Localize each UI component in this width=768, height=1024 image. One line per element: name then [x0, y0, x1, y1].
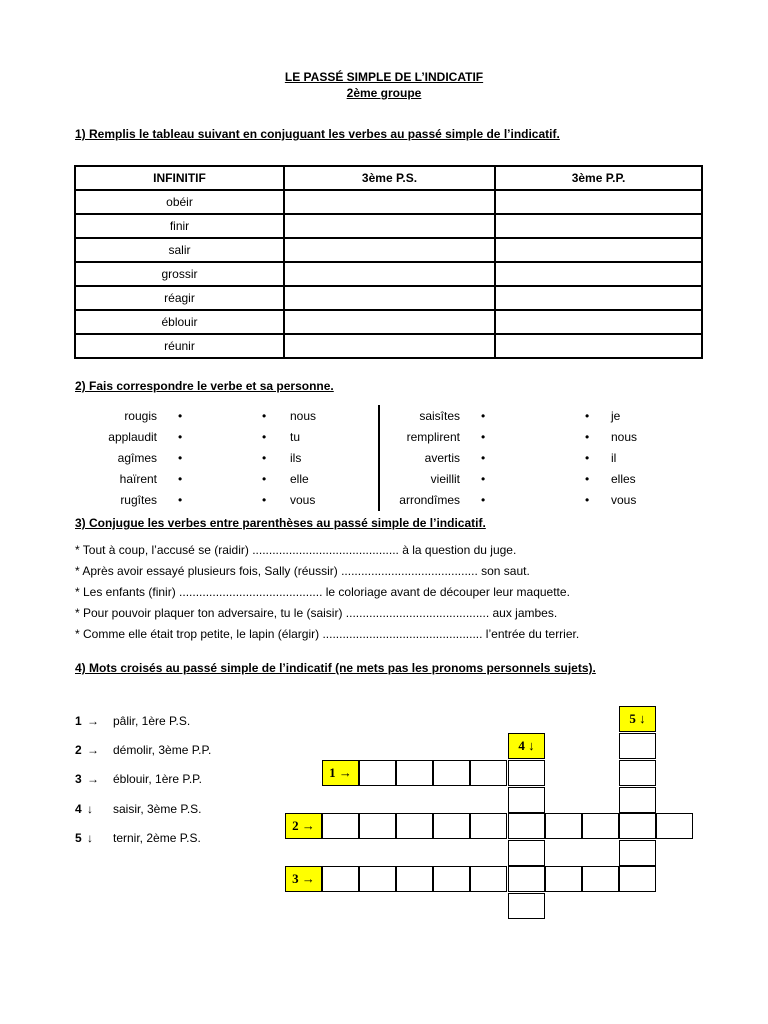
crossword-cell[interactable] — [619, 760, 656, 786]
match-person: ils — [290, 451, 302, 465]
match-verb: remplirent — [406, 430, 460, 444]
right-arrow-icon: → — [87, 743, 99, 757]
clue-item — [75, 743, 211, 757]
crossword-cell[interactable] — [359, 813, 396, 839]
section2-heading: 2) Fais correspondre le verbe et sa personne. — [75, 379, 334, 393]
clue-text: saisir, 3ème P.S. — [113, 802, 202, 816]
match-dot[interactable]: • — [585, 472, 590, 486]
answer-cell[interactable] — [284, 238, 495, 262]
answer-cell[interactable] — [495, 286, 702, 310]
crossword-cell[interactable] — [619, 733, 656, 759]
match-verb: avertis — [424, 451, 460, 465]
clue-item — [75, 831, 201, 845]
crossword-cell[interactable] — [359, 760, 396, 786]
match-dot[interactable]: • — [481, 409, 486, 423]
match-dot[interactable]: • — [262, 472, 267, 486]
clue-text: éblouir, 1ère P.P. — [113, 772, 202, 786]
crossword-cell[interactable] — [619, 787, 656, 813]
crossword-cell[interactable] — [396, 760, 433, 786]
crossword-cell[interactable] — [582, 866, 619, 892]
crossword-cell[interactable] — [508, 866, 545, 892]
clue-start-label: 3 → — [285, 866, 322, 892]
verb-cell: grossir — [75, 262, 284, 286]
match-verb: vieillit — [430, 472, 460, 486]
sentence: * Pour pouvoir plaquer ton adversaire, tu le (saisir) ........................................... aux jambes. — [75, 606, 558, 620]
clue-start-label: 5 ↓ — [619, 706, 656, 732]
answer-cell[interactable] — [284, 310, 495, 334]
match-dot[interactable]: • — [585, 493, 590, 507]
clue-item — [75, 772, 202, 786]
crossword-cell[interactable] — [396, 813, 433, 839]
down-arrow-icon: ↓ — [87, 802, 93, 816]
down-arrow-icon: ↓ — [87, 831, 93, 845]
match-dot[interactable]: • — [585, 430, 590, 444]
clue-text: pâlir, 1ère P.S. — [113, 714, 191, 728]
answer-cell[interactable] — [284, 334, 495, 358]
verb-cell: finir — [75, 214, 284, 238]
clue-number: 1 — [75, 714, 82, 728]
clue-number: 2 — [75, 743, 82, 757]
match-dot[interactable]: • — [262, 409, 267, 423]
answer-cell[interactable] — [495, 214, 702, 238]
crossword-cell[interactable] — [545, 813, 582, 839]
match-dot[interactable]: • — [178, 472, 183, 486]
answer-cell[interactable] — [495, 310, 702, 334]
crossword-cell[interactable] — [582, 813, 619, 839]
match-dot[interactable]: • — [262, 430, 267, 444]
crossword-cell[interactable] — [508, 893, 545, 919]
crossword-cell[interactable] — [470, 866, 507, 892]
match-dot[interactable]: • — [178, 451, 183, 465]
crossword-cell[interactable] — [619, 866, 656, 892]
match-person: nous — [290, 409, 317, 423]
section3-heading: 3) Conjugue les verbes entre parenthèses au passé simple de l’indicatif. — [75, 516, 486, 530]
answer-cell[interactable] — [284, 190, 495, 214]
crossword-cell[interactable] — [433, 813, 470, 839]
column-header: 3ème P.S. — [284, 166, 495, 190]
match-dot[interactable]: • — [481, 430, 486, 444]
section1-heading: 1) Remplis le tableau suivant en conjuguant les verbes au passé simple de l’indicatif. — [75, 127, 560, 141]
match-dot[interactable]: • — [178, 430, 183, 444]
crossword-cell[interactable] — [545, 866, 582, 892]
crossword-cell[interactable] — [433, 760, 470, 786]
match-person: elles — [611, 472, 636, 486]
match-dot[interactable]: • — [481, 493, 486, 507]
column-header: 3ème P.P. — [495, 166, 702, 190]
match-person: il — [611, 451, 617, 465]
clue-text: démolir, 3ème P.P. — [113, 743, 212, 757]
verb-cell: salir — [75, 238, 284, 262]
verb-cell: obéir — [75, 190, 284, 214]
match-dot[interactable]: • — [178, 493, 183, 507]
right-arrow-icon: → — [87, 714, 99, 728]
match-dot[interactable]: • — [585, 409, 590, 423]
table-row — [75, 334, 702, 358]
page-subtitle: 2ème groupe — [346, 86, 422, 100]
verb-cell: éblouir — [75, 310, 284, 334]
match-verb: agîmes — [117, 451, 157, 465]
answer-cell[interactable] — [495, 238, 702, 262]
page-title: LE PASSÉ SIMPLE DE L’INDICATIF — [284, 70, 484, 84]
match-dot[interactable]: • — [262, 493, 267, 507]
match-verb: applaudit — [108, 430, 157, 444]
table-row — [75, 214, 702, 238]
match-dot[interactable]: • — [178, 409, 183, 423]
table-row — [75, 190, 702, 214]
right-arrow-icon: → — [87, 772, 99, 786]
crossword-cell[interactable] — [433, 866, 470, 892]
match-dot[interactable]: • — [481, 451, 486, 465]
match-dot[interactable]: • — [481, 472, 486, 486]
match-verb: haïrent — [119, 472, 157, 486]
crossword-cell[interactable] — [322, 813, 359, 839]
clue-item — [75, 714, 190, 728]
crossword-cell[interactable] — [322, 866, 359, 892]
answer-cell[interactable] — [495, 262, 702, 286]
answer-cell[interactable] — [284, 286, 495, 310]
crossword-cell[interactable] — [508, 840, 545, 866]
crossword-cell[interactable] — [396, 866, 433, 892]
clue-number: 3 — [75, 772, 82, 786]
clue-start-label: 4 ↓ — [508, 733, 545, 759]
verb-cell: réunir — [75, 334, 284, 358]
crossword-cell[interactable] — [470, 813, 507, 839]
column-header: INFINITIF — [75, 166, 284, 190]
clue-number: 4 — [75, 802, 82, 816]
match-verb: arrondîmes — [399, 493, 460, 507]
sentence: * Tout à coup, l’accusé se (raidir) ............................................ à la question du juge. — [75, 543, 517, 557]
answer-cell[interactable] — [495, 190, 702, 214]
crossword-cell[interactable] — [508, 760, 545, 786]
match-person: vous — [290, 493, 316, 507]
answer-cell[interactable] — [284, 262, 495, 286]
match-person: elle — [290, 472, 309, 486]
match-person: vous — [611, 493, 637, 507]
answer-cell[interactable] — [284, 214, 495, 238]
match-person: nous — [611, 430, 638, 444]
answer-cell[interactable] — [495, 334, 702, 358]
section4-heading: 4) Mots croisés au passé simple de l’indicatif (ne mets pas les pronoms personnels sujets). — [75, 661, 596, 675]
sentence: * Les enfants (finir) ........................................... le coloriage avant de découper leur maquette. — [75, 585, 570, 599]
match-verb: saisîtes — [419, 409, 460, 423]
clue-start-label: 1 → — [322, 760, 359, 786]
match-verb: rugîtes — [120, 493, 157, 507]
match-dot[interactable]: • — [585, 451, 590, 465]
crossword-cell[interactable] — [656, 813, 693, 839]
crossword-cell[interactable] — [619, 813, 656, 839]
column-divider — [378, 405, 380, 511]
crossword-cell[interactable] — [508, 813, 545, 839]
table-row — [75, 238, 702, 262]
clue-item — [75, 802, 202, 816]
table-header-row — [75, 166, 702, 190]
table-row — [75, 262, 702, 286]
sentence: * Après avoir essayé plusieurs fois, Sally (réussir) ......................................... son saut. — [75, 564, 530, 578]
clue-number: 5 — [75, 831, 82, 845]
sentence: * Comme elle était trop petite, le lapin (élargir) ................................................ l’entrée du terrier. — [75, 627, 580, 641]
match-person: je — [611, 409, 621, 423]
crossword-cell[interactable] — [359, 866, 396, 892]
match-person: tu — [290, 430, 301, 444]
clue-start-label: 2 → — [285, 813, 322, 839]
crossword-cell[interactable] — [470, 760, 507, 786]
crossword-cell[interactable] — [619, 840, 656, 866]
match-dot[interactable]: • — [262, 451, 267, 465]
table-row — [75, 286, 702, 310]
crossword-cell[interactable] — [508, 787, 545, 813]
conjugation-table — [74, 165, 703, 359]
match-verb: rougis — [124, 409, 157, 423]
table-row — [75, 310, 702, 334]
clue-text: ternir, 2ème P.S. — [113, 831, 201, 845]
verb-cell: réagir — [75, 286, 284, 310]
